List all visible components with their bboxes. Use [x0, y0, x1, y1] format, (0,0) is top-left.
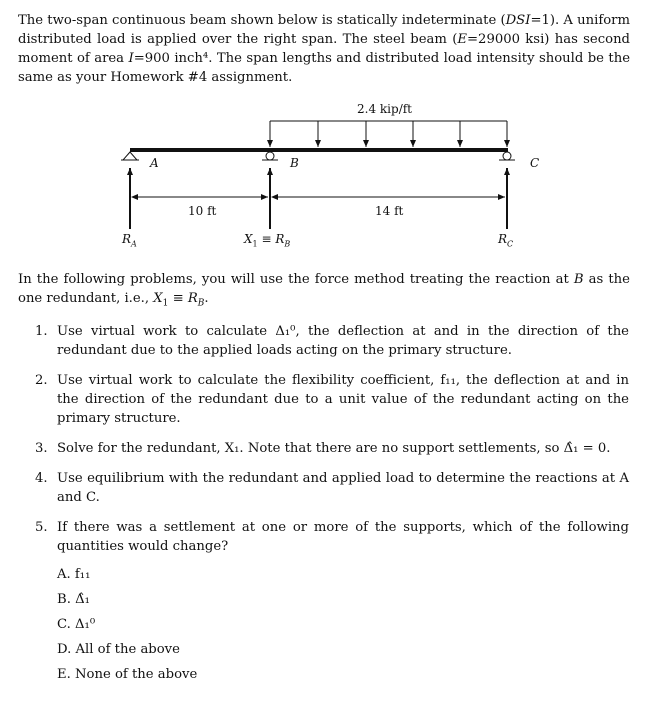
intro-text-3: =29000 ksi) has second moment of area [18, 32, 631, 66]
choice-item: A. f₁₁ [57, 567, 91, 582]
problem-item [35, 322, 629, 360]
problem-text: Solve for the redundant, X₁. Note that there are no support settlements, so Δ̂₁ = 0. [57, 441, 611, 456]
support-b-label: B [290, 156, 299, 170]
dsi-symbol: DSI [505, 13, 531, 28]
reaction-c-label: $R_C$ [498, 232, 514, 249]
problem-number: 5. [35, 520, 48, 535]
span-bc-label: 14 ft [375, 204, 404, 218]
choice-item: B. Δ̂₁ [57, 592, 90, 607]
problem-text: Use virtual work to calculate Δ₁⁰, the deflection at and in the direction of the redundant due to the applied loads acting on the primary structure. [57, 324, 629, 358]
choice-list [57, 562, 629, 687]
problem-item [35, 518, 629, 687]
intro-text-1: The two-span continuous beam shown below is statically indeterminate ( [18, 13, 506, 28]
problem-item [35, 469, 629, 507]
load-arrows [270, 121, 507, 147]
load-intensity-label: 2.4 kip/ft [357, 102, 412, 116]
roller-support-c [499, 152, 515, 160]
pin-support-a [121, 152, 139, 160]
problem-item [35, 371, 629, 428]
problem-number: 3. [35, 441, 48, 456]
beam [130, 148, 508, 152]
choice-item: D. All of the above [57, 642, 180, 657]
problem-text: Use equilibrium with the redundant and applied load to determine the reactions at A and C. [57, 471, 629, 505]
problem-number: 2. [35, 373, 48, 388]
support-c-label: C [530, 156, 540, 170]
i-symbol: I [128, 51, 134, 66]
beam-diagram [0, 96, 657, 266]
e-symbol: E [457, 32, 467, 47]
problem-number: 4. [35, 471, 48, 486]
intro-paragraph [18, 11, 630, 87]
roller-support-b [262, 152, 278, 160]
intro-text-4: =900 inch⁴. The span lengths and distributed load intensity should be the same as your Homework #4 assignment. [18, 51, 630, 85]
problem-text: If there was a settlement at one or more of the supports, which of the following quantities would change? [57, 520, 629, 554]
method-paragraph: In the following problems, you will use the force method treating the reaction at B as the one redundant, i.e., $X_1 \equiv R_B$. [18, 272, 630, 309]
problem-text: Use virtual work to calculate the flexibility coefficient, f₁₁, the deflection at and in the direction of the redundant due to a unit value of the redundant acting on the primary structure. [57, 373, 629, 426]
intro-text-2: =1). A uniform distributed load is applied over the right span. The steel beam ( [18, 13, 630, 47]
span-ab-label: 10 ft [188, 204, 217, 218]
reaction-b-label: $X_1 \equiv R_B$ [244, 232, 291, 249]
problem-item [35, 439, 629, 458]
beam-figure [0, 96, 657, 266]
problem-list [35, 322, 629, 687]
choice-item: E. None of the above [57, 667, 198, 682]
reaction-a-label: $R_A$ [122, 232, 137, 249]
choice-item: C. Δ₁⁰ [57, 617, 96, 632]
support-a-label: A [150, 156, 159, 170]
reaction-arrows [130, 168, 507, 229]
problem-number: 1. [35, 324, 48, 339]
